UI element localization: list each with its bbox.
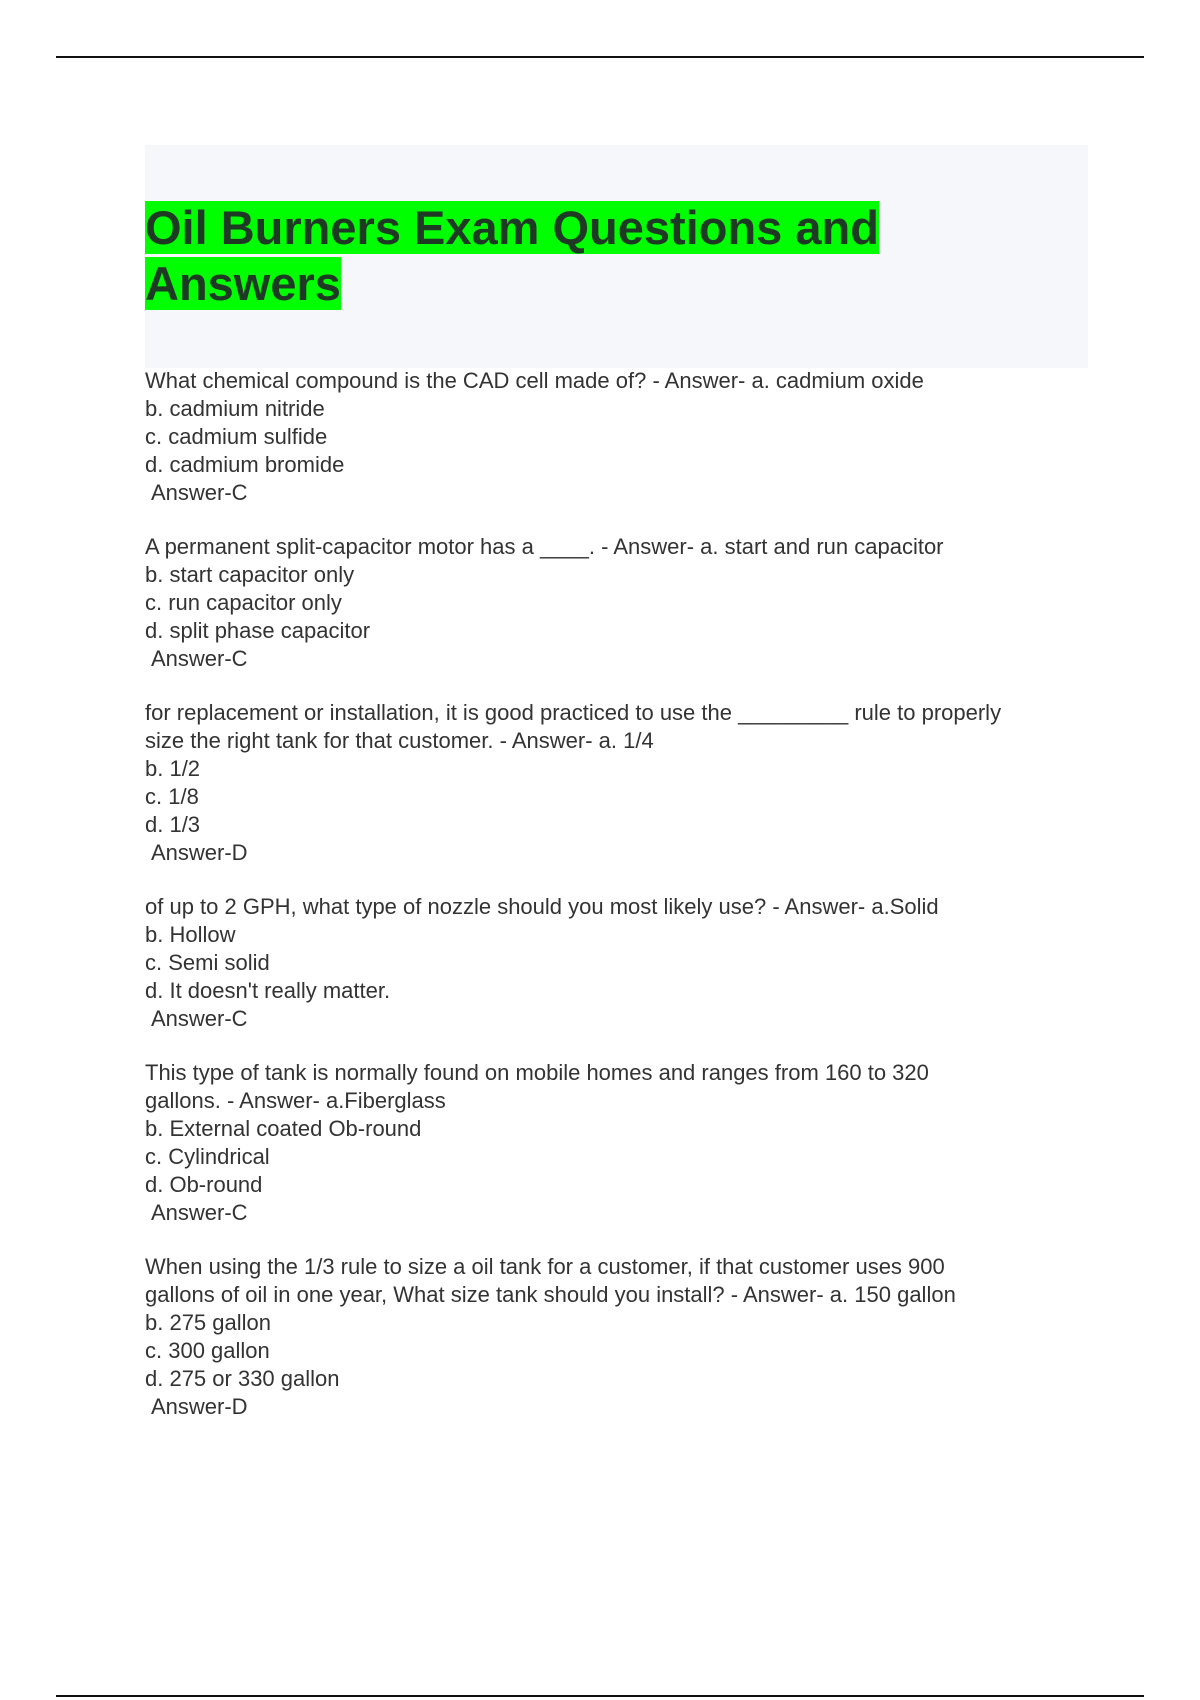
document-title-highlight: Oil Burners Exam Questions and Answers xyxy=(145,201,879,310)
option-line: b. External coated Ob-round xyxy=(145,1116,422,1141)
question-block xyxy=(145,1059,1105,1227)
question-block xyxy=(145,893,1105,1033)
question-list xyxy=(145,367,1105,1447)
option-line: d. cadmium bromide xyxy=(145,452,345,477)
option-line: d. 1/3 xyxy=(145,812,201,837)
question-block xyxy=(145,533,1105,673)
option-line: d. 275 or 330 gallon xyxy=(145,1366,340,1391)
option-line: d. Ob-round xyxy=(145,1172,263,1197)
question-line: This type of tank is normally found on mobile homes and ranges from 160 to 320 xyxy=(145,1060,929,1085)
option-line: c. 1/8 xyxy=(145,784,199,809)
option-line: b. start capacitor only xyxy=(145,562,355,587)
document-title xyxy=(145,200,925,312)
option-line: b. 1/2 xyxy=(145,756,201,781)
question-line: gallons. - Answer- a.Fiberglass xyxy=(145,1088,446,1113)
option-line: c. run capacitor only xyxy=(145,590,342,615)
option-line: d. split phase capacitor xyxy=(145,618,371,643)
option-line: c. Cylindrical xyxy=(145,1144,270,1169)
question-line: gallons of oil in one year, What size tank should you install? - Answer- a. 150 gallon xyxy=(145,1282,956,1307)
option-line: c. 300 gallon xyxy=(145,1338,270,1363)
answer-line: Answer-D xyxy=(151,840,248,865)
answer-line: Answer-D xyxy=(151,1394,248,1419)
option-line: c. Semi solid xyxy=(145,950,270,975)
answer-line: Answer-C xyxy=(151,1200,248,1225)
question-line: A permanent split-capacitor motor has a ____. - Answer- a. start and run capacitor xyxy=(145,534,944,559)
question-line: size the right tank for that customer. - Answer- a. 1/4 xyxy=(145,728,654,753)
answer-line: Answer-C xyxy=(151,646,248,671)
header-rule xyxy=(56,56,1144,58)
footer-rule xyxy=(56,1695,1144,1697)
option-line: b. 275 gallon xyxy=(145,1310,271,1335)
question-block xyxy=(145,1253,1105,1421)
answer-line: Answer-C xyxy=(151,480,248,505)
option-line: c. cadmium sulfide xyxy=(145,424,328,449)
question-line: of up to 2 GPH, what type of nozzle should you most likely use? - Answer- a.Solid xyxy=(145,894,939,919)
question-block xyxy=(145,367,1105,507)
question-line: When using the 1/3 rule to size a oil tank for a customer, if that customer uses 900 xyxy=(145,1254,945,1279)
question-line: What chemical compound is the CAD cell made of? - Answer- a. cadmium oxide xyxy=(145,368,924,393)
option-line: b. Hollow xyxy=(145,922,236,947)
question-block xyxy=(145,699,1105,867)
option-line: b. cadmium nitride xyxy=(145,396,325,421)
question-line: for replacement or installation, it is good practiced to use the _________ rule to properly xyxy=(145,700,1002,725)
answer-line: Answer-C xyxy=(151,1006,248,1031)
option-line: d. It doesn't really matter. xyxy=(145,978,391,1003)
